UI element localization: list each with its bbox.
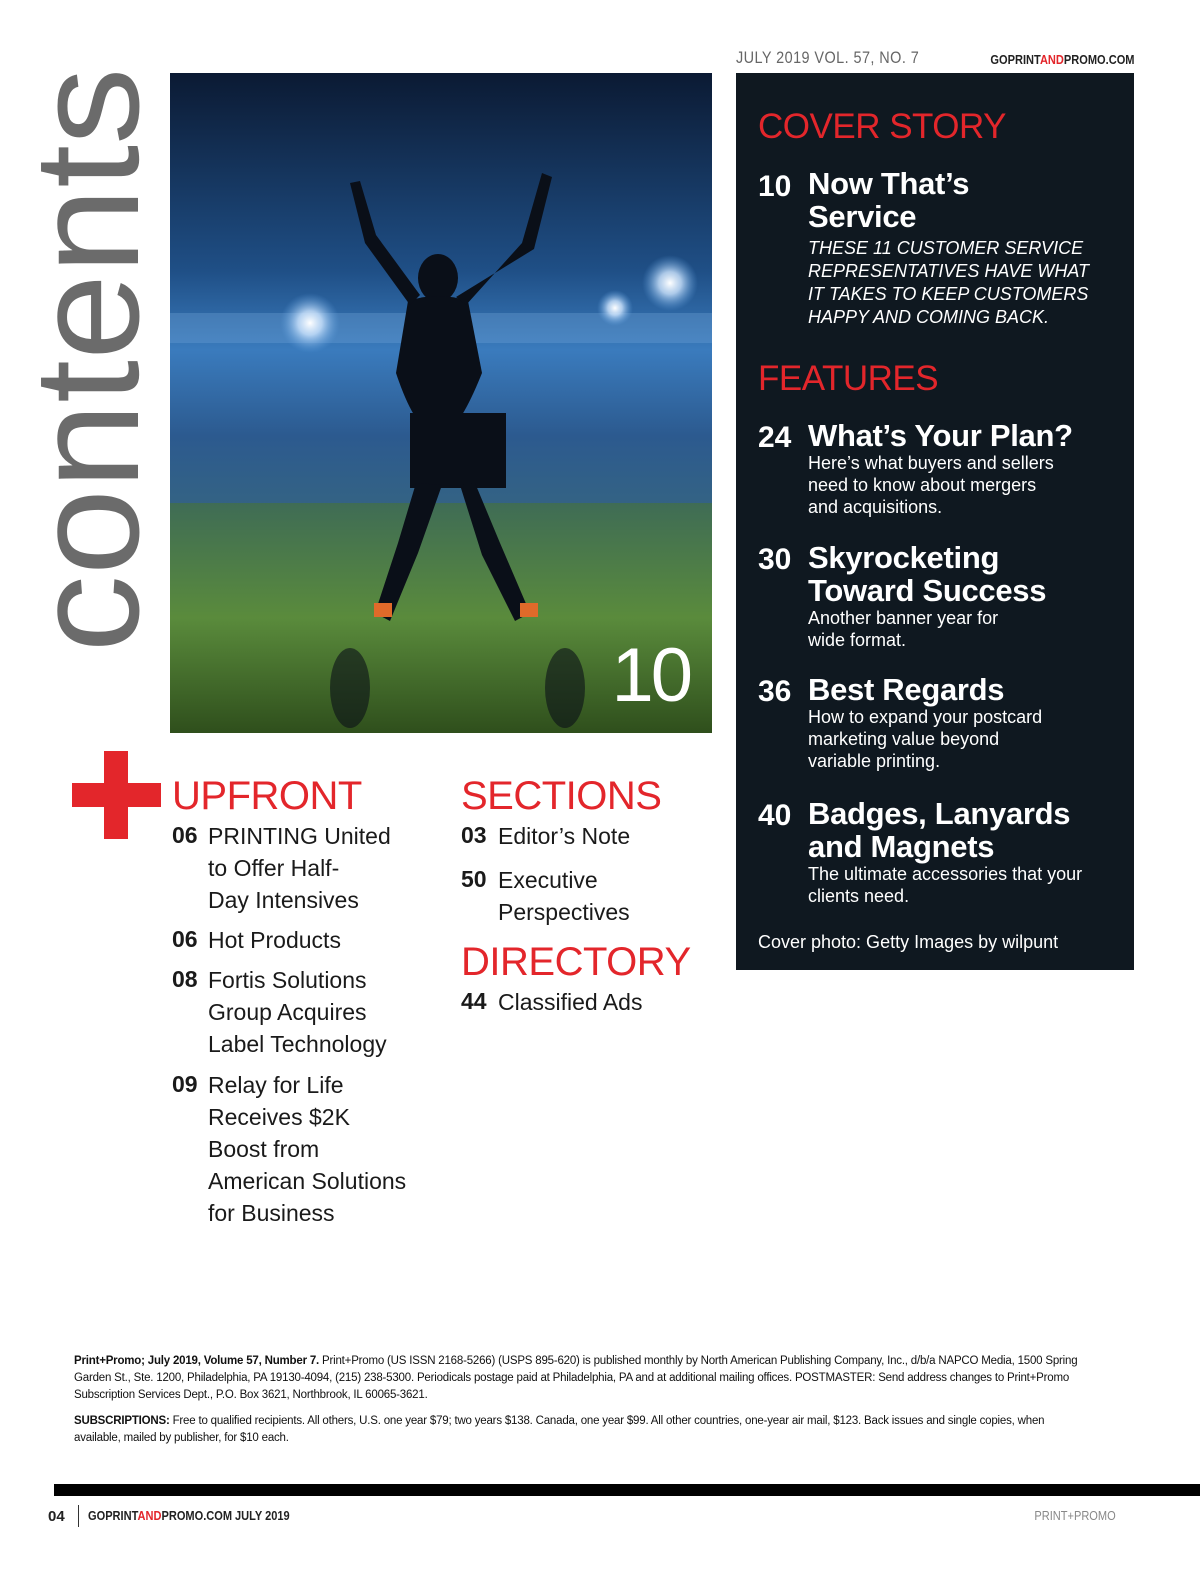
feature-entry[interactable] [808,419,1073,518]
item-line: Fortis Solutions [208,967,367,993]
section-item-page: 03 [461,822,487,848]
upfront-item[interactable] [208,820,391,916]
item-line: Executive [498,867,598,893]
feature-desc-line: and acquisitions. [808,497,943,517]
footer-divider [78,1505,79,1527]
contents-heading-text: contents [2,85,170,653]
upfront-item-page: 06 [172,822,198,848]
feature-entry[interactable] [808,541,1046,651]
sections-heading: SECTIONS [461,774,662,818]
plus-icon [72,783,161,807]
feature-desc-line: need to know about mergers [808,475,1037,495]
feature-page: 30 [758,543,792,576]
publication-info-lead: Print+Promo; July 2019, Volume 57, Number 7. [74,1355,320,1367]
publication-info-body: Print+Promo (US ISSN 2168-5266) (USPS 895-620) is published monthly by North American Publishing Company, Inc., d/b/a NAPCO Media, 1500 Spring Garden St., Ste. 1200, Philadelphia, PA 19130-4094, (215) 238-5300. Periodicals postage paid at Philadelphia, PA and at additional mailing offices. POSTMASTER: Send address changes to Print+Promo Subscription Services Dept., P.O. Box 3621, Northbrook, IL 60065-3621. [74,1355,1078,1401]
footer-brand: PRINT+PROMO [1034,1508,1116,1523]
item-line: Group Acquires [208,999,367,1025]
directory-item[interactable] [498,986,642,1018]
upfront-item[interactable] [208,1069,406,1229]
subscriptions-body: Free to qualified recipients. All others, U.S. one year $79; two years $138. Canada, one year $99. All other countries, one-year air mail, $123. Back issues and single copies, when available, mailed by publisher, for $10 each. [74,1415,1045,1444]
feature-entry[interactable] [808,797,1082,907]
directory-item-page: 44 [461,988,487,1014]
cover-story-page: 10 [758,170,792,203]
upfront-heading: UPFRONT [172,774,362,818]
item-line: Classified Ads [498,989,643,1015]
title-line: Service [808,199,917,234]
desc-line: HAPPY AND COMING BACK. [808,307,1050,327]
feature-title: Badges, Lanyards [808,796,1071,831]
site-and: AND [1039,52,1064,67]
feature-page: 36 [758,675,792,708]
feature-desc-line: Here’s what buyers and sellers [808,453,1054,473]
feature-desc-line: How to expand your postcard [808,707,1043,727]
upfront-item-page: 08 [172,966,198,992]
feature-title: Toward Success [808,573,1047,608]
feature-entry[interactable] [808,673,1042,772]
cover-story-description [808,237,1128,329]
subscriptions-lead: SUBSCRIPTIONS: [74,1415,170,1427]
section-item-page: 50 [461,866,487,892]
desc-line: THESE 11 CUSTOMER SERVICE [808,238,1084,258]
item-line: Receives $2K [208,1104,350,1130]
footer-page-number: 04 [48,1508,65,1525]
upfront-item-page: 09 [172,1071,198,1097]
title-line: Now That’s [808,166,970,201]
item-line: to Offer Half- [208,855,340,881]
item-line: Hot Products [208,927,341,953]
features-heading: FEATURES [758,359,939,398]
feature-title: What’s Your Plan? [808,418,1073,453]
footer-site-pre: GOPRINT [88,1508,138,1523]
desc-line: IT TAKES TO KEEP CUSTOMERS [808,284,1089,304]
feature-page: 40 [758,799,792,832]
feature-title: Best Regards [808,672,1005,707]
contents-heading [2,60,170,660]
feature-desc-line: marketing value beyond [808,729,1000,749]
item-line: for Business [208,1200,335,1226]
directory-heading: DIRECTORY [461,940,691,984]
item-line: Label Technology [208,1031,387,1057]
feature-title: Skyrocketing [808,540,1000,575]
feature-page: 24 [758,421,792,454]
feature-desc-line: clients need. [808,886,910,906]
item-line: Day Intensives [208,887,359,913]
cover-photo[interactable] [170,73,712,733]
footer-site-post: PROMO.COM [161,1508,233,1523]
feature-desc-line: Another banner year for [808,608,999,628]
item-line: Boost from [208,1136,320,1162]
site-post: PROMO.COM [1063,52,1134,67]
item-line: Perspectives [498,899,630,925]
cover-photo-credit: Cover photo: Getty Images by wilpunt [758,932,1059,952]
upfront-item[interactable] [208,964,387,1060]
desc-line: REPRESENTATIVES HAVE WHAT [808,261,1090,281]
item-line: PRINTING United [208,823,391,849]
feature-desc-line: wide format. [808,630,907,650]
publication-info [74,1353,1084,1404]
cover-story-title[interactable] [808,167,969,233]
feature-desc-line: The ultimate accessories that your [808,864,1083,884]
footer-date: JULY 2019 [235,1508,290,1523]
issue-info: JULY 2019 VOL. 57, NO. 7 [736,48,920,67]
item-line: Relay for Life [208,1072,344,1098]
footer-site[interactable] [88,1508,232,1523]
cover-story-panel [736,73,1134,970]
subscriptions-info [74,1413,1084,1447]
feature-title: and Magnets [808,829,995,864]
feature-desc-line: variable printing. [808,751,941,771]
section-item[interactable] [498,864,630,928]
photo-page-number: 10 [611,633,690,718]
item-line: Editor’s Note [498,823,631,849]
footer-rule [54,1484,1200,1496]
site-name[interactable] [990,52,1134,67]
upfront-item-page: 06 [172,926,198,952]
upfront-item[interactable] [208,924,341,956]
site-pre: GOPRINT [989,52,1040,67]
section-item[interactable] [498,820,630,852]
item-line: American Solutions [208,1168,407,1194]
footer-site-and: AND [137,1508,162,1523]
cover-story-heading: COVER STORY [758,107,1006,146]
